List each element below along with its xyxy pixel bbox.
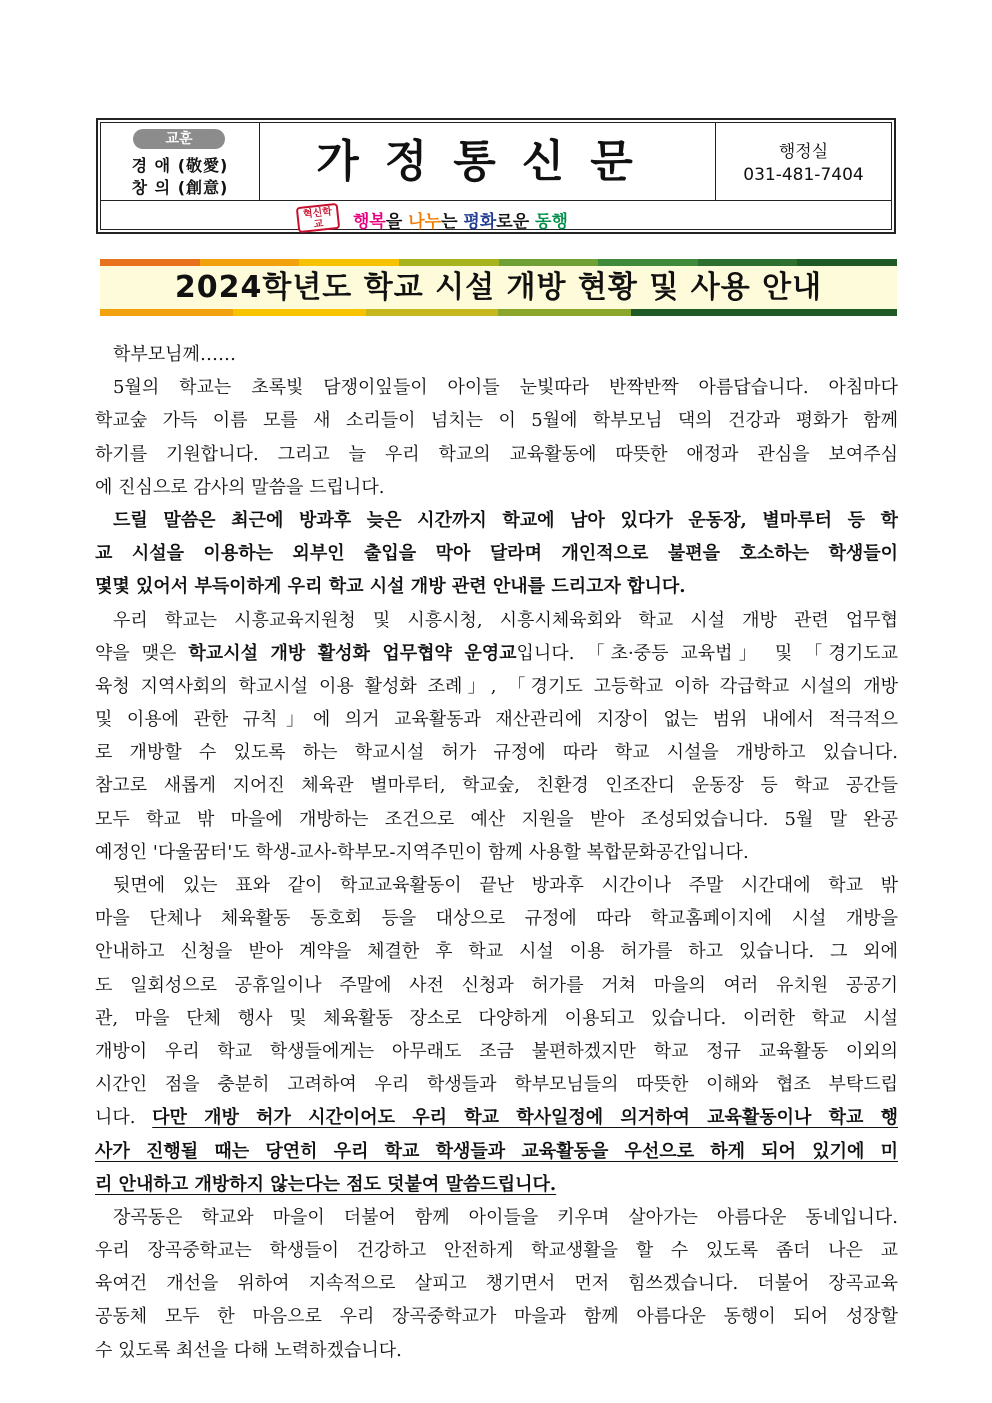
- office-contact-cell: [716, 123, 891, 200]
- document-heading: 2024학년도 학교 시설 개방 현황 및 사용 안내: [100, 266, 897, 309]
- newsletter-header: [96, 118, 896, 234]
- underlined-notice: 리 안내하고 개방하지 않는다는 점도 덧붙여 말씀드립니다.: [95, 1173, 557, 1195]
- school-motto-cell: [101, 123, 260, 200]
- paragraph-line: 육여건 개선을 위하여 지속적으로 살피고 챙기면서 먼저 힘쓰겠습니다. 더불어 장곡교육: [95, 1273, 898, 1295]
- paragraph-line-mixed: [95, 637, 898, 670]
- paragraph-line: 에 진심으로 감사의 말씀을 드립니다.: [95, 476, 385, 498]
- paragraph-line: 및 이용에 관한 규칙」에 의거 교육활동과 재산관리에 지장이 없는 범위 내에서 적극적으: [95, 709, 898, 731]
- paragraph-line: 로 개방할 수 있도록 하는 학교시설 허가 규정에 따라 학교 시설을 개방하고 있습니다.: [95, 742, 898, 764]
- letter-body: [95, 338, 898, 1367]
- text-fragment: 입니다. 「초·중등 교육법」 및 「경기도교: [516, 642, 898, 664]
- paragraph-line: 뒷면에 있는 표와 같이 학교교육활동이 끝난 방과후 시간이나 주말 시간대에 학교 밖: [113, 875, 898, 896]
- band-segment: [200, 259, 300, 266]
- emphasis-line: 드릴 말씀은 최근에 방과후 늦은 시간까지 학교에 남아 있다가 운동장, 별마루터 등 학: [113, 509, 898, 531]
- text-fragment: 니다.: [95, 1107, 153, 1129]
- office-name: 행정실: [778, 142, 829, 162]
- slogan-row: [101, 201, 891, 232]
- paragraph-line: 육청 지역사회의 학교시설 이용 활성화 조례」, 「경기도 고등학교 이하 각급학교 시설의 개방: [95, 675, 898, 697]
- paragraph-line: 모두 학교 밖 마을에 개방하는 조건으로 예산 지원을 받아 조성되었습니다. 5월 말 완공: [95, 808, 898, 830]
- band-segment: [598, 259, 698, 266]
- band-segment: [764, 309, 897, 316]
- band-segment: [100, 259, 200, 266]
- text-fragment: 약을 맺은: [95, 642, 189, 664]
- school-slogan: [353, 207, 568, 232]
- band-segment: [399, 259, 499, 266]
- paragraph-line: 우리 장곡중학교는 학생들이 건강하고 안전하게 학교생활을 할 수 있도록 좀더 나은 교: [95, 1240, 898, 1262]
- band-segment: [498, 309, 631, 316]
- paragraph-line: 공동체 모두 한 마음으로 우리 장곡중학교가 마을과 함께 아름다운 동행이 되어 성장할: [95, 1306, 898, 1328]
- slogan-word-peace: 평화: [463, 212, 497, 232]
- motto-tag: 교훈: [133, 129, 225, 149]
- underlined-notice: 사가 진행될 때는 당연히 우리 학교 학생들과 교육활동을 우선으로 하게 되어 있기에 미: [95, 1140, 898, 1162]
- paragraph-line-mixed: [95, 1101, 898, 1134]
- color-band-bottom: [100, 309, 897, 316]
- paragraph-line: 학교숲 가득 이름 모를 새 소리들이 넘치는 이 5월에 학부모님 댁의 건강과 평화가 함께: [95, 410, 898, 432]
- document-type-title: 가정통신문: [260, 123, 716, 200]
- slogan-word-happiness: 행복: [353, 212, 386, 232]
- band-segment: [233, 309, 366, 316]
- bold-fragment: 학교시설 개방 활성화 업무협약 운영교: [188, 642, 517, 664]
- band-segment: [299, 259, 399, 266]
- paragraph-line: 시간인 점을 충분히 고려하여 우리 학생들과 학부모님들의 따뜻한 이해와 협조 부탁드립: [95, 1074, 898, 1096]
- paragraph-line: 참고로 새롭게 지어진 체육관 별마루터, 학교숲, 친환경 인조잔디 운동장 등 학교 공간들: [95, 775, 898, 797]
- header-inner-frame: [100, 122, 892, 230]
- slogan-word-companion: 동행: [535, 212, 568, 232]
- motto-line-2: 창 의 (創意): [131, 178, 229, 197]
- band-segment: [366, 309, 499, 316]
- paragraph-line: 개방이 우리 학교 학생들에게는 아무래도 조금 불편하겠지만 학교 정규 교육활동 이외의: [95, 1040, 898, 1062]
- paragraph-line: 관, 마을 단체 행사 및 체육활동 장소로 다양하게 이용되고 있습니다. 이러한 학교 시설: [95, 1007, 898, 1029]
- paragraph-line: 도 일회성으로 공휴일이나 주말에 사전 신청과 허가를 거쳐 마을의 여러 유치원 공공기: [95, 974, 898, 996]
- paragraph-line: 수 있도록 최선을 다해 노력하겠습니다.: [95, 1339, 402, 1361]
- color-band-top: [100, 259, 897, 266]
- paragraph-line: 안내하고 신청을 받아 계약을 체결한 후 학교 시설 이용 허가를 하고 있습니다. 그 외에: [95, 941, 898, 963]
- band-segment: [797, 259, 897, 266]
- slogan-particle: 는: [441, 212, 464, 232]
- innovation-school-logo-icon: 혁신학교: [296, 203, 340, 233]
- salutation: 학부모님께……: [113, 344, 236, 365]
- motto-line-1: 경 애 (敬愛): [131, 156, 229, 175]
- slogan-particle: 을: [385, 212, 409, 232]
- underlined-notice: 다만 개방 허가 시간이어도 우리 학교 학사일정에 의거하여 교육활동이나 학교 행: [152, 1107, 898, 1129]
- band-segment: [100, 309, 233, 316]
- emphasis-line: 몇몇 있어서 부득이하게 우리 학교 시설 개방 관련 안내를 드리고자 합니다.: [95, 576, 686, 598]
- paragraph-line: 예정인 '다울꿈터'도 학생-교사-학부모-지역주민이 함께 사용할 복합문화공간입니다.: [95, 841, 749, 863]
- paragraph-line: 마을 단체나 체육활동 동호회 등을 대상으로 규정에 따라 학교홈페이지에 시설 개방을: [95, 908, 898, 930]
- paragraph-line: 장곡동은 학교와 마을이 더불어 함께 아이들을 키우며 살아가는 아름다운 동네입니다.: [113, 1206, 898, 1228]
- header-row: [101, 123, 891, 201]
- band-segment: [499, 259, 599, 266]
- band-segment: [631, 309, 764, 316]
- paragraph-line: 우리 학교는 시흥교육지원청 및 시흥시청, 시흥시체육회와 학교 시설 개방 관련 업무협: [113, 609, 898, 631]
- paragraph-line: 하기를 기원합니다. 그리고 늘 우리 학교의 교육활동에 따뜻한 애정과 관심을 보여주심: [95, 443, 898, 465]
- paragraph-line: 5월의 학교는 초록빛 담쟁이잎들이 아이들 눈빛따라 반짝반짝 아름답습니다. 아침마다: [113, 377, 898, 399]
- band-segment: [698, 259, 798, 266]
- slogan-word-share: 나누: [408, 212, 442, 232]
- slogan-particle: 로운: [496, 212, 536, 232]
- emphasis-line: 교 시설을 이용하는 외부인 출입을 막아 달라며 개인적으로 불편을 호소하는 학생들이: [95, 543, 898, 565]
- office-phone: 031-481-7404: [743, 165, 864, 185]
